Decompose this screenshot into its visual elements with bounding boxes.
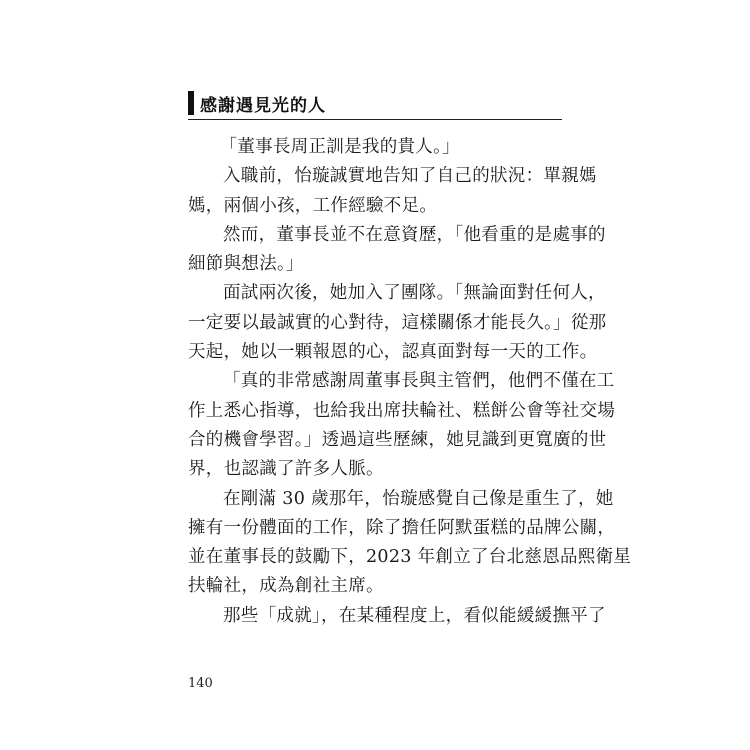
text-line: 一定要以最誠實的心對待，這樣關係才能長久。」從那 [188, 312, 607, 333]
section-header [188, 90, 326, 116]
paragraph [188, 485, 632, 602]
paragraph [188, 133, 562, 162]
text-line: 擁有一份體面的工作，除了擔任阿默蛋糕的品牌公關， [188, 517, 616, 538]
text-line: 入職前，怡璇誠實地告知了自己的狀況：單親媽 [223, 166, 597, 187]
paragraph [188, 162, 597, 221]
text-line: 然而，董事長並不在意資歷，「他看重的是處事的 [223, 224, 606, 245]
paragraph [188, 279, 607, 367]
text-line: 面試兩次後，她加入了團隊。「無論面對任何人， [223, 283, 606, 304]
text-line: 細節與想法。」 [188, 254, 304, 275]
text-line: 界，也認識了許多人脈。 [188, 459, 384, 480]
text-line: 作上悉心指導，也給我出席扶輪社、糕餅公會等社交場 [188, 400, 616, 421]
text-line: 並在董事長的鼓勵下，2023 年創立了台北慈恩品熙衛星 [188, 547, 632, 568]
section-marker-bar [188, 91, 194, 115]
header-divider [188, 119, 562, 120]
text-line: 那些「成就」，在某種程度上，看似能緩緩撫平了 [223, 605, 606, 626]
text-line: 「董事長周正訓是我的貴人。」 [219, 137, 460, 157]
paragraph [188, 221, 606, 280]
text-line: 扶輪社，成為創社主席。 [188, 576, 384, 597]
text-line: 天起，她以一顆報恩的心，認真面對每一天的工作。 [188, 342, 598, 363]
paragraph [188, 602, 606, 631]
section-title: 感謝遇見光的人 [200, 95, 326, 116]
text-line: 合的機會學習。」透過這些歷練，她見識到更寬廣的世 [188, 429, 607, 450]
text-line: 「真的非常感謝周董事長與主管們，他們不僅在工 [223, 371, 615, 392]
text-line: 在剛滿 30 歲那年，怡璇感覺自己像是重生了，她 [223, 488, 614, 509]
body-text [188, 133, 632, 631]
page-number: 140 [188, 676, 213, 691]
text-line: 媽，兩個小孩，工作經驗不足。 [188, 195, 438, 216]
paragraph [188, 367, 616, 484]
